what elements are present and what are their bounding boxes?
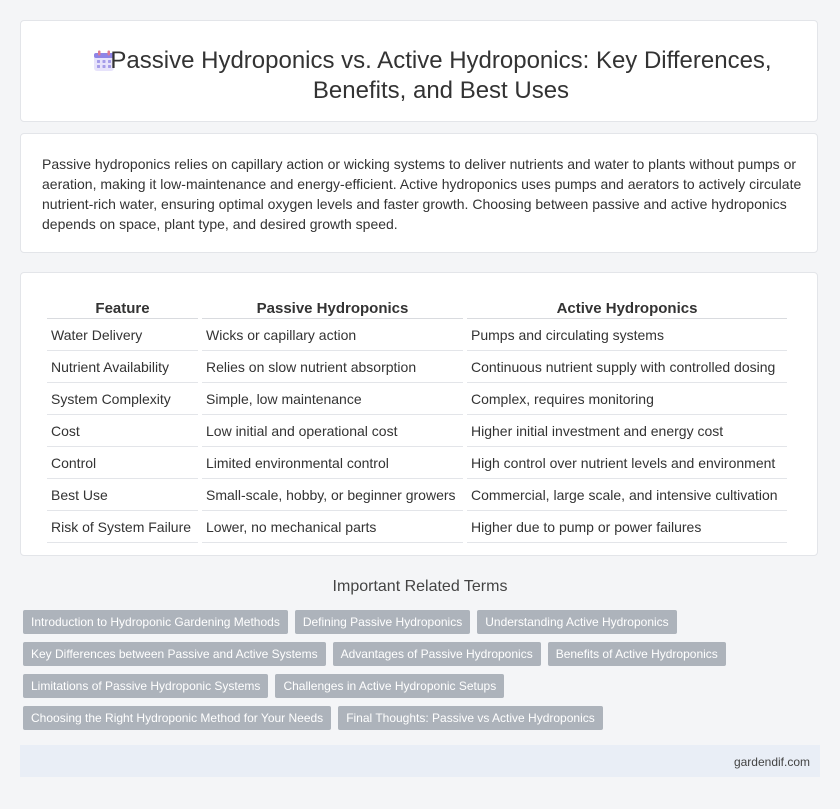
footer-site-link[interactable]: gardendif.com (733, 755, 810, 769)
related-term-link[interactable]: Benefits of Active Hydroponics (548, 642, 726, 666)
table-cell: Higher initial investment and energy cost (467, 418, 787, 447)
table-cell: High control over nutrient levels and environment (467, 450, 787, 479)
tag-row (23, 674, 823, 698)
table-header-row (47, 298, 787, 319)
table-cell: Control (47, 450, 198, 479)
comparison-table (43, 295, 791, 546)
table-cell: Commercial, large scale, and intensive cultivation (467, 482, 787, 511)
related-term-link[interactable]: Key Differences between Passive and Active Systems (23, 642, 326, 666)
table-cell: Cost (47, 418, 198, 447)
table-cell: Pumps and circulating systems (467, 322, 787, 351)
related-term-link[interactable]: Choosing the Right Hydroponic Method for Your Needs (23, 706, 331, 730)
header-card (20, 20, 818, 122)
table-cell: Low initial and operational cost (202, 418, 463, 447)
table-row (47, 386, 787, 415)
tag-row (23, 706, 823, 730)
related-term-link[interactable]: Advantages of Passive Hydroponics (333, 642, 541, 666)
related-term-link[interactable]: Introduction to Hydroponic Gardening Methods (23, 610, 288, 634)
table-cell: Water Delivery (47, 322, 198, 351)
tag-row (23, 642, 823, 666)
column-header: Passive Hydroponics (202, 298, 463, 319)
table-cell: Continuous nutrient supply with controlled dosing (467, 354, 787, 383)
intro-card (20, 133, 818, 253)
related-term-link[interactable]: Understanding Active Hydroponics (477, 610, 676, 634)
table-row (47, 354, 787, 383)
comparison-card (20, 272, 818, 556)
related-term-link[interactable]: Challenges in Active Hydroponic Setups (275, 674, 504, 698)
table-cell: Nutrient Availability (47, 354, 198, 383)
page-title: Passive Hydroponics vs. Active Hydroponics: Key Differences, Benefits, and Best Uses (110, 47, 772, 104)
table-cell: System Complexity (47, 386, 198, 415)
intro-paragraph: Passive hydroponics relies on capillary action or wicking systems to deliver nutrients and water to plants without pumps or aeration, making it low-maintenance and energy-efficient. Active hydroponics uses pumps and aerators to actively circulate nutrient-rich water, ensuring optimal oxygen levels and faster growth. Choosing between passive and active hydroponics depends on space, plant type, and desired growth speed. (42, 156, 802, 232)
table-cell: Wicks or capillary action (202, 322, 463, 351)
related-term-link[interactable]: Final Thoughts: Passive vs Active Hydroponics (338, 706, 603, 730)
column-header: Active Hydroponics (467, 298, 787, 319)
table-row (47, 322, 787, 351)
related-term-link[interactable]: Limitations of Passive Hydroponic Systems (23, 674, 268, 698)
related-terms-title: Important Related Terms (332, 578, 508, 595)
table-cell: Limited environmental control (202, 450, 463, 479)
table-cell: Small-scale, hobby, or beginner growers (202, 482, 463, 511)
table-row (47, 482, 787, 511)
column-header: Feature (47, 298, 198, 319)
table-row (47, 418, 787, 447)
table-row (47, 450, 787, 479)
table-cell: Risk of System Failure (47, 514, 198, 543)
tag-row (23, 610, 823, 634)
table-cell: Complex, requires monitoring (467, 386, 787, 415)
related-terms-list (23, 610, 823, 738)
table-cell: Relies on slow nutrient absorption (202, 354, 463, 383)
table-cell: Lower, no mechanical parts (202, 514, 463, 543)
table-cell: Higher due to pump or power failures (467, 514, 787, 543)
table-row (47, 514, 787, 543)
footer (20, 745, 820, 777)
table-cell: Simple, low maintenance (202, 386, 463, 415)
table-cell: Best Use (47, 482, 198, 511)
related-term-link[interactable]: Defining Passive Hydroponics (295, 610, 470, 634)
